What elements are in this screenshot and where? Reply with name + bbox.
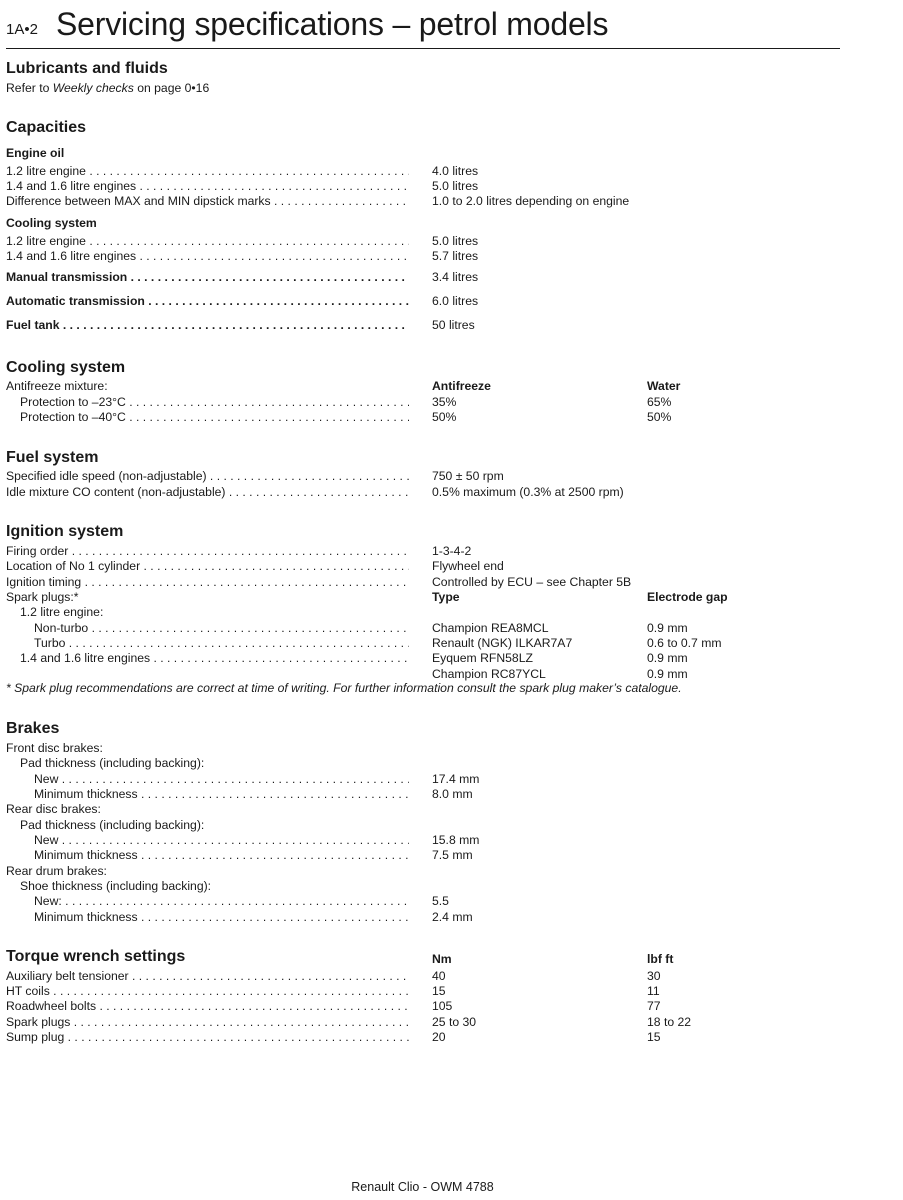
spec-row: Shoe thickness (including backing): — [20, 879, 212, 893]
spec-row: Difference between MAX and MIN dipstick marks . . . 1.0 to 2.0 litres depending on engine — [0, 193, 903, 209]
spec-row: Pad thickness (including backing): — [20, 756, 205, 770]
fuel-system-heading: Fuel system — [6, 449, 99, 466]
spark-plug-footnote: * Spark plug recommendations are correct at time of writing. For further information consult the spark plug maker’s catalogue. — [6, 681, 682, 695]
spec-row: Manual transmission . . . 3.4 litres — [0, 269, 903, 285]
spec-row: Location of No 1 cylinder . . . Flywheel end — [0, 558, 903, 574]
spec-row: 1.4 and 1.6 litre engines . . . 5.0 litres — [0, 178, 903, 194]
cooling-subheading: Cooling system — [6, 216, 97, 230]
spec-row: Spark plugs:* Type Electrode gap — [6, 590, 728, 604]
spec-row: Non-turbo . . . Champion REA8MCL 0.9 mm — [0, 620, 903, 636]
spec-row: Protection to –23°C . . . 35% 65% — [0, 394, 903, 410]
lubricants-heading: Lubricants and fluids — [6, 60, 168, 77]
spec-row: 1.4 and 1.6 litre engines . . . Eyquem RFN58LZ 0.9 mm — [0, 650, 903, 666]
capacities-heading: Capacities — [6, 119, 87, 136]
page-number: 1A•2 — [6, 21, 38, 38]
torque-row: Roadwheel bolts . . . 105 77 — [0, 998, 903, 1014]
page-title: Servicing specifications – petrol models — [56, 6, 609, 42]
spec-row: Protection to –40°C . . . 50% 50% — [0, 409, 903, 425]
spec-row: Idle mixture CO content (non-adjustable) . . . 0.5% maximum (0.3% at 2500 rpm) — [0, 484, 903, 500]
spec-row: 1.2 litre engine . . . 4.0 litres — [0, 163, 903, 179]
spec-row: Rear drum brakes: — [6, 864, 107, 878]
torque-column-headers: Nm lbf ft — [432, 952, 674, 966]
page-footer: Renault Clio - OWM 4788 — [351, 1180, 494, 1194]
spec-row: Turbo . . . Renault (NGK) ILKAR7A7 0.6 to 0.7 mm — [0, 635, 903, 651]
spec-row: 1.2 litre engine: — [20, 605, 104, 619]
spec-row: Rear disc brakes: — [6, 802, 101, 816]
cooling-system-heading: Cooling system — [6, 359, 126, 376]
torque-row: Sump plug . . . 20 15 — [0, 1029, 903, 1045]
spec-row: Champion RC87YCL 0.9 mm — [432, 667, 688, 681]
spec-row: Firing order . . . 1-3-4-2 — [0, 543, 903, 559]
spec-row: 1.4 and 1.6 litre engines . . . 5.7 litres — [0, 248, 903, 264]
spec-row: New: . . . 5.5 — [0, 893, 903, 909]
brakes-heading: Brakes — [6, 720, 60, 737]
spec-row: Ignition timing . . . Controlled by ECU – see Chapter 5B — [0, 574, 903, 590]
spec-row: Minimum thickness . . . 8.0 mm — [0, 786, 903, 802]
spec-row: New . . . 15.8 mm — [0, 832, 903, 848]
torque-heading: Torque wrench settings — [6, 948, 186, 965]
lubricants-reference: Refer to Weekly checks on page 0•16 — [6, 81, 210, 95]
spec-row: Minimum thickness . . . 7.5 mm — [0, 847, 903, 863]
page-header — [6, 4, 840, 49]
spec-row: Front disc brakes: — [6, 741, 103, 755]
spec-row: Automatic transmission . . . 6.0 litres — [0, 293, 903, 309]
torque-row: Spark plugs . . . 25 to 30 18 to 22 — [0, 1014, 903, 1030]
ignition-system-heading: Ignition system — [6, 523, 124, 540]
torque-row: HT coils . . . 15 11 — [0, 983, 903, 999]
torque-row: Auxiliary belt tensioner . . . 40 30 — [0, 968, 903, 984]
spec-row: 1.2 litre engine . . . 5.0 litres — [0, 233, 903, 249]
engine-oil-subheading: Engine oil — [6, 146, 65, 160]
spec-row: Specified idle speed (non-adjustable) . . . 750 ± 50 rpm — [0, 468, 903, 484]
spec-row: New . . . 17.4 mm — [0, 771, 903, 787]
spec-row: Antifreeze mixture: Antifreeze Water — [6, 379, 681, 393]
spec-row: Pad thickness (including backing): — [20, 818, 205, 832]
spec-row: Fuel tank . . . 50 litres — [0, 317, 903, 333]
spec-row: Minimum thickness . . . 2.4 mm — [0, 909, 903, 925]
